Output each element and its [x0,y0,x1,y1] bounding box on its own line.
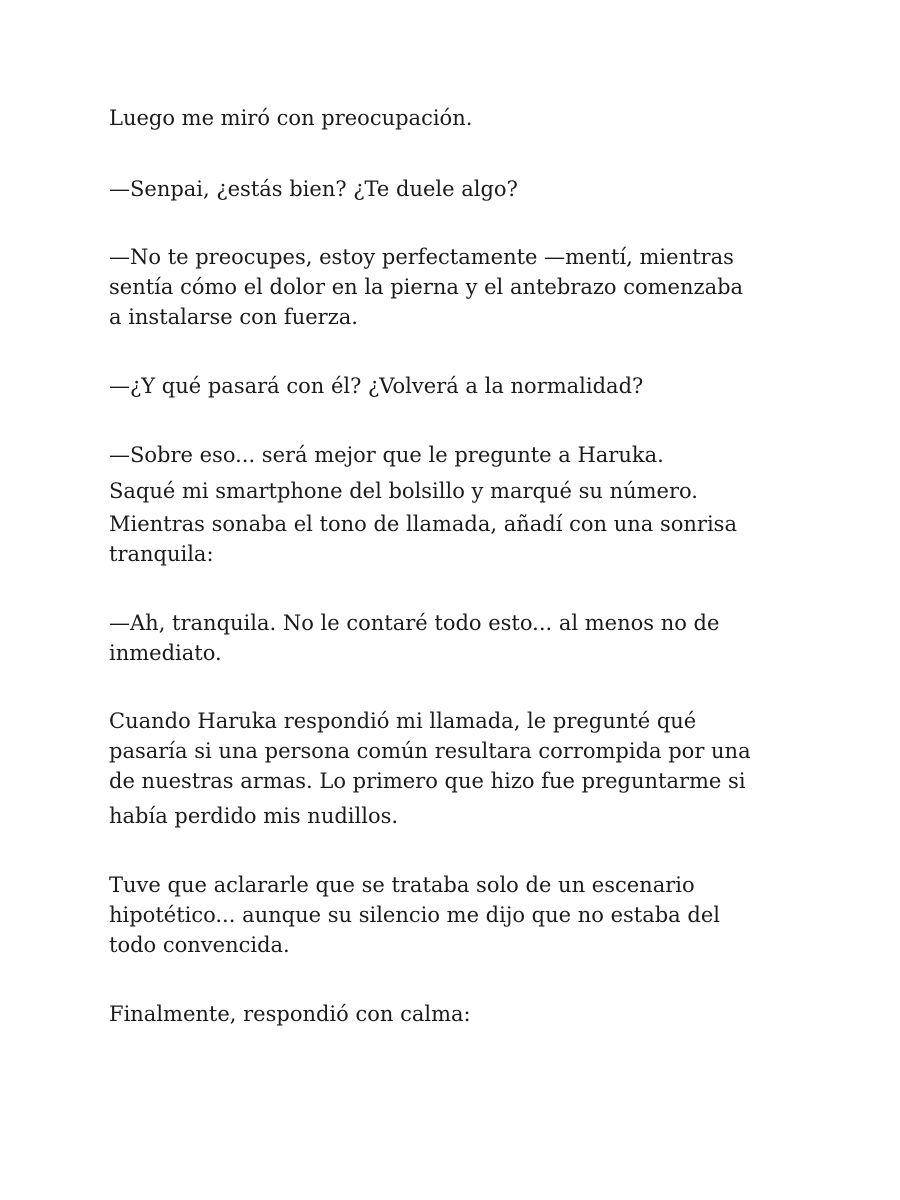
text-line: de nuestras armas. Lo primero que hizo fue preguntarme si [109,769,746,793]
text-line: tranquila: [109,542,214,566]
text-line: a instalarse con fuerza. [109,305,358,329]
text-line: sentía cómo el dolor en la pierna y el antebrazo comenzaba [109,275,744,299]
text-line: inmediato. [109,641,222,665]
text-line: Cuando Haruka respondió mi llamada, le pregunté qué [109,709,697,733]
text-line: —Ah, tranquila. No le contaré todo esto... al menos no de [109,611,720,635]
text-line: todo convencida. [109,933,290,957]
text-line: Luego me miró con preocupación. [109,106,473,130]
text-line: Tuve que aclararle que se trataba solo de un escenario [109,873,695,897]
text-line: —Senpai, ¿estás bien? ¿Te duele algo? [109,177,518,201]
text-line: —No te preocupes, estoy perfectamente —mentí, mientras [109,245,734,269]
text-line: pasaría si una persona común resultara corrompida por una [109,739,751,763]
text-line: Mientras sonaba el tono de llamada, añadí con una sonrisa [109,512,737,536]
text-line: —¿Y qué pasará con él? ¿Volverá a la normalidad? [109,374,644,398]
text-line: había perdido mis nudillos. [109,804,399,828]
text-line: Saqué mi smartphone del bolsillo y marqué su número. [109,479,698,503]
text-line: —Sobre eso... será mejor que le pregunte a Haruka. [109,443,664,467]
text-line: Finalmente, respondió con calma: [109,1002,471,1026]
text-line: hipotético... aunque su silencio me dijo que no estaba del [109,903,720,927]
